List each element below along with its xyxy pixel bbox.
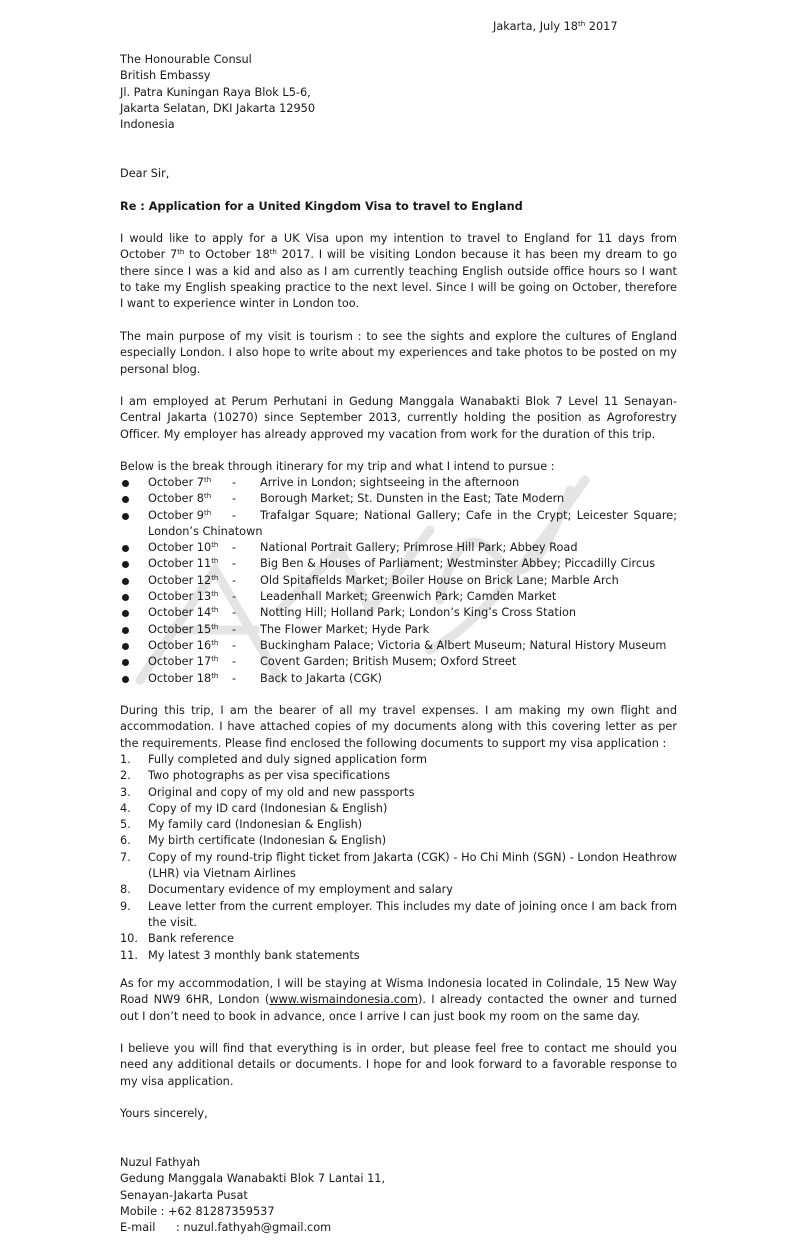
bullet-icon [122,496,129,503]
recipient-address [120,52,677,133]
sender-mobile: Mobile : +62 81287359537 [120,1204,275,1218]
document-item: 2. Two photographs as per visa specifications [120,769,391,783]
document-item: 7. Copy of my round-trip flight ticket from Jakarta (CGK) - Ho Chi Minh (SGN) - London Heathrow (LHR) via Vietnam Airlines [120,850,677,881]
itinerary-item: October 13th - Leadenhall Market; Greenwich Park; Camden Market [120,589,677,605]
paragraph-accommodation: As for my accommodation, I will be staying at Wisma Indonesia located in Colindale, 15 New Way Road NW9 6HR, London (www.wismaindonesia.com). I already contacted the owner and turned out I don’t need to book in advance, once I arrive I can just book my room on the same day. [120,977,677,1023]
itinerary-activity: Borough Market; St. Dunsten in the East; Tate Modern [260,492,565,506]
itinerary-activity: Arrive in London; sightseeing in the afternoon [260,476,520,489]
itinerary-activity: National Portrait Gallery; Primrose Hill Park; Abbey Road [260,541,578,555]
itinerary-item: October 10th - National Portrait Gallery; Primrose Hill Park; Abbey Road [120,540,677,556]
document-item: 11. My latest 3 monthly bank statements [120,948,360,962]
itinerary-activity: Covent Garden; British Musem; Oxford Street [260,655,517,669]
recipient-line: Jl. Patra Kuningan Raya Blok L5-6, [120,85,311,99]
itinerary-item: October 7th - Arrive in London; sightseeing in the afternoon [120,475,677,491]
itinerary-item: October 18th - Back to Jakarta (CGK) [120,671,677,687]
bullet-icon [122,659,129,666]
bullet-icon [122,594,129,601]
bullet-icon [122,676,129,683]
itinerary-item: October 9th - Trafalgar Square; National Gallery; Cafe in the Crypt; Leicester Square; London’s Chinatown [120,508,677,541]
document-item: 10. Bank reference [120,932,234,946]
itinerary-activity: The Flower Market; Hyde Park [260,622,430,636]
itinerary-list [120,475,677,687]
paragraph-expenses: During this trip, I am the bearer of all my travel expenses. I am making my own flight and accommodation. I have attached copies of my documents along with this covering letter as per the requirements. Please find enclosed the following documents to support my visa application : [120,704,677,750]
bullet-icon [122,545,129,552]
document-item: 8. Documentary evidence of my employment and salary [120,883,453,897]
bullet-icon [122,561,129,568]
paragraph-intro: I would like to apply for a UK Visa upon my intention to travel to England for 11 days from October 7th to October 18th 2017. I will be visiting London because it has been my dream to go there since I was a kid and also as I am currently teaching English outside office hours so I want to take my English speaking practice to the next level. Since I will be going on October, therefore I want to experience winter in London too. [120,232,677,311]
sender-address: Senayan-Jakarta Pusat [120,1188,248,1202]
document-item: 4. Copy of my ID card (Indonesian & English) [120,801,388,815]
itinerary-activity: Notting Hill; Holland Park; London’s King’s Cross Station [260,606,577,620]
recipient-line: Jakarta Selatan, DKI Jakarta 12950 [120,101,316,115]
itinerary-item: October 14th - Notting Hill; Holland Park; London’s King’s Cross Station [120,605,677,621]
letter-date: Jakarta, July 18th 2017 [493,20,618,33]
itinerary-activity: Buckingham Palace; Victoria & Albert Museum; Natural History Museum [260,638,667,652]
itinerary-activity: Leadenhall Market; Greenwich Park; Camden Market [260,590,557,604]
signature-block [120,1155,677,1236]
itinerary-activity: Trafalgar Square; National Gallery; Cafe in the Crypt; Leicester Square; London’s Chinatown [148,508,677,538]
paragraph-employment: I am employed at Perum Perhutani in Gedung Manggala Wanabakti Blok 7 Level 11 Senayan- Central Jakarta (10270) since September 2013, currently holding the position as Agroforestry Officer. My employer has already approved my vacation from work for the duration of this trip. [120,395,677,441]
bullet-icon [122,578,129,585]
itinerary-item: October 17th - Covent Garden; British Musem; Oxford Street [120,654,677,670]
sender-name: Nuzul Fathyah [120,1156,201,1169]
itinerary-activity: Old Spitafields Market; Boiler House on Brick Lane; Marble Arch [260,573,619,587]
bullet-icon [122,610,129,617]
itinerary-item: October 15th - The Flower Market; Hyde Park [120,622,677,638]
paragraph-closing: I believe you will find that everything is in order, but please feel free to contact me should you need any additional details or documents. I hope for and look forward to a favorable response to my visa application. [120,1042,677,1088]
document-item: 9. Leave letter from the current employer. This includes my date of joining once I am back from the visit. [120,899,677,929]
wisma-indonesia-link[interactable]: www.wismaindonesia.com [269,993,418,1007]
recipient-line: Indonesia [120,118,175,132]
documents-list [120,752,677,964]
closing: Yours sincerely, [120,1107,208,1120]
itinerary-item: October 8th - Borough Market; St. Dunsten in the East; Tate Modern [120,491,677,507]
document-item: 5. My family card (Indonesian & English) [120,818,363,832]
paragraph-purpose: The main purpose of my visit is tourism : to see the sights and explore the cultures of England especially London. I also hope to write about my experiences and take photos to be posted on my personal blog. [120,330,677,376]
document-item: 3. Original and copy of my old and new passports [120,785,415,799]
itinerary-activity: Back to Jakarta (CGK) [260,671,382,685]
itinerary-item: October 11th - Big Ben & Houses of Parliament; Westminster Abbey; Piccadilly Circus [120,556,677,572]
sender-email: E-mail : nuzul.fathyah@gmail.com [120,1221,332,1235]
itinerary-item: October 16th - Buckingham Palace; Victoria & Albert Museum; Natural History Museum [120,638,677,654]
document-item: 6. My birth certificate (Indonesian & English) [120,834,387,848]
itinerary-item: October 12th - Old Spitafields Market; Boiler House on Brick Lane; Marble Arch [120,573,677,589]
sender-address: Gedung Manggala Wanabakti Blok 7 Lantai 11, [120,1172,386,1186]
itinerary-activity: Big Ben & Houses of Parliament; Westminster Abbey; Piccadilly Circus [260,557,656,571]
recipient-line: British Embassy [120,69,211,83]
subject-line: Re : Application for a United Kingdom Visa to travel to England [120,200,523,213]
bullet-icon [122,513,129,520]
bullet-icon [122,480,129,487]
itinerary-intro: Below is the break through itinerary for my trip and what I intend to pursue : [120,460,555,473]
recipient-line: The Honourable Consul [120,53,252,66]
document-item: 1. Fully completed and duly signed application form [120,753,428,766]
salutation: Dear Sir, [120,167,170,180]
bullet-icon [122,627,129,634]
bullet-icon [122,643,129,650]
